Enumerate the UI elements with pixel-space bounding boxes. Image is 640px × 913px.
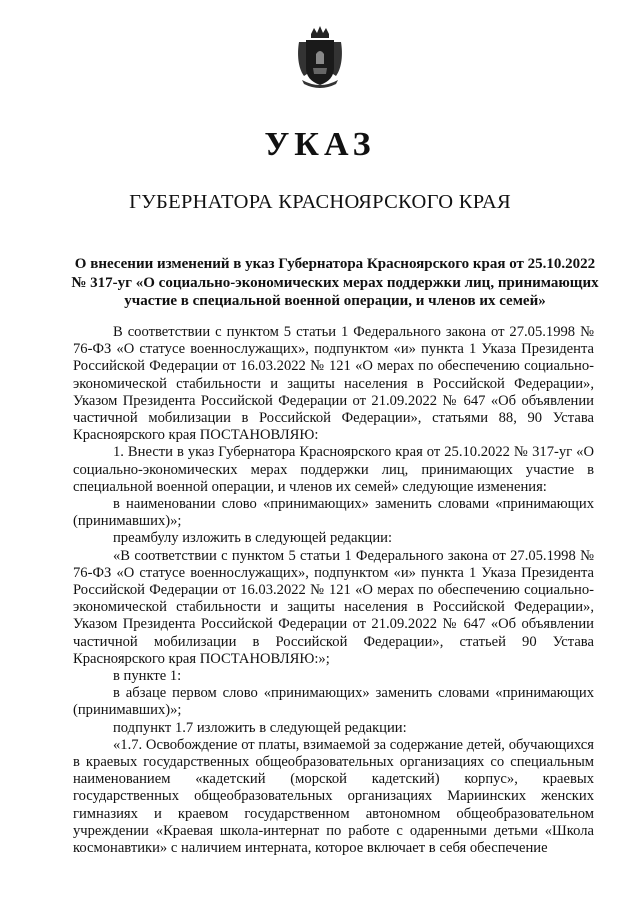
paragraph: преамбулу изложить в следующей редакции: <box>113 530 393 547</box>
paragraph: в пункте 1: <box>113 668 182 685</box>
decree-heading: О внесении изменений в указ Губернатора Красноярского края от 25.10.2022 № 317-уг «О социально-экономических мерах поддержки лиц, принимающих участие в специальной военной операции, и членов их семей» <box>71 256 599 309</box>
document-subtitle: ГУБЕРНАТОРА КРАСНОЯРСКОГО КРАЯ <box>129 191 511 213</box>
paragraph: 1. Внести в указ Губернатора Красноярского края от 25.10.2022 № 317-уг «О социально-экономических мерах поддержки лиц, принимающих участие в специальной военной операции, и членов их семей» следующие изменения: <box>73 444 594 495</box>
paragraph: в наименовании слово «принимающих» заменить словами «принимающих (принимавших)»; <box>73 496 594 530</box>
coat-of-arms-icon <box>296 24 344 90</box>
paragraph: подпункт 1.7 изложить в следующей редакции: <box>113 719 407 736</box>
paragraph: в абзаце первом слово «принимающих» заменить словами «принимающих (принимавших)»; <box>73 685 594 719</box>
paragraph: В соответствии с пунктом 5 статьи 1 Федерального закона от 27.05.1998 № 76-ФЗ «О статусе военнослужащих», подпунктом «и» пункта 1 Указа Президента Российской Федерации от 16.03.2022 № 121 «О мерах по обеспечению социально-экономической стабильности и защиты населения в Российской Федерации», Указом Президента Российской Федерации от 21.09.2022 № 647 «Об объявлении частичной мобилизации в Российской Федерации», статьями 88, 90 Устава Красноярского края ПОСТАНОВЛЯЮ: <box>73 324 594 444</box>
paragraph: «1.7. Освобождение от платы, взимаемой за содержание детей, обучающихся в краевых государственных общеобразовательных организациях со специальным наименованием «кадетский (морской кадетский) корпус», краевых государственных общеобразовательных организациях Мариинских женских гимназиях и краевом государственном автономном общеобразовательном учреждении «Краевая школа-интернат по работе с одаренными детьми «Школа космонавтики» с наличием интерната, которое включает в себя обеспечение <box>73 736 594 857</box>
document-title: УКАЗ <box>264 126 376 163</box>
document-body <box>73 324 594 857</box>
paragraph: «В соответствии с пунктом 5 статьи 1 Федерального закона от 27.05.1998 № 76-ФЗ «О статусе военнослужащих», подпунктом «и» пункта 1 Указа Президента Российской Федерации от 16.03.2022 № 121 «О мерах по обеспечению социально-экономической стабильности и защиты населения в Российской Федерации», Указом Президента Российской Федерации от 21.09.2022 № 647 «Об объявлении частичной мобилизации в Российской Федерации», статьей 90 Устава Красноярского края ПОСТАНОВЛЯЮ:»; <box>73 547 594 667</box>
